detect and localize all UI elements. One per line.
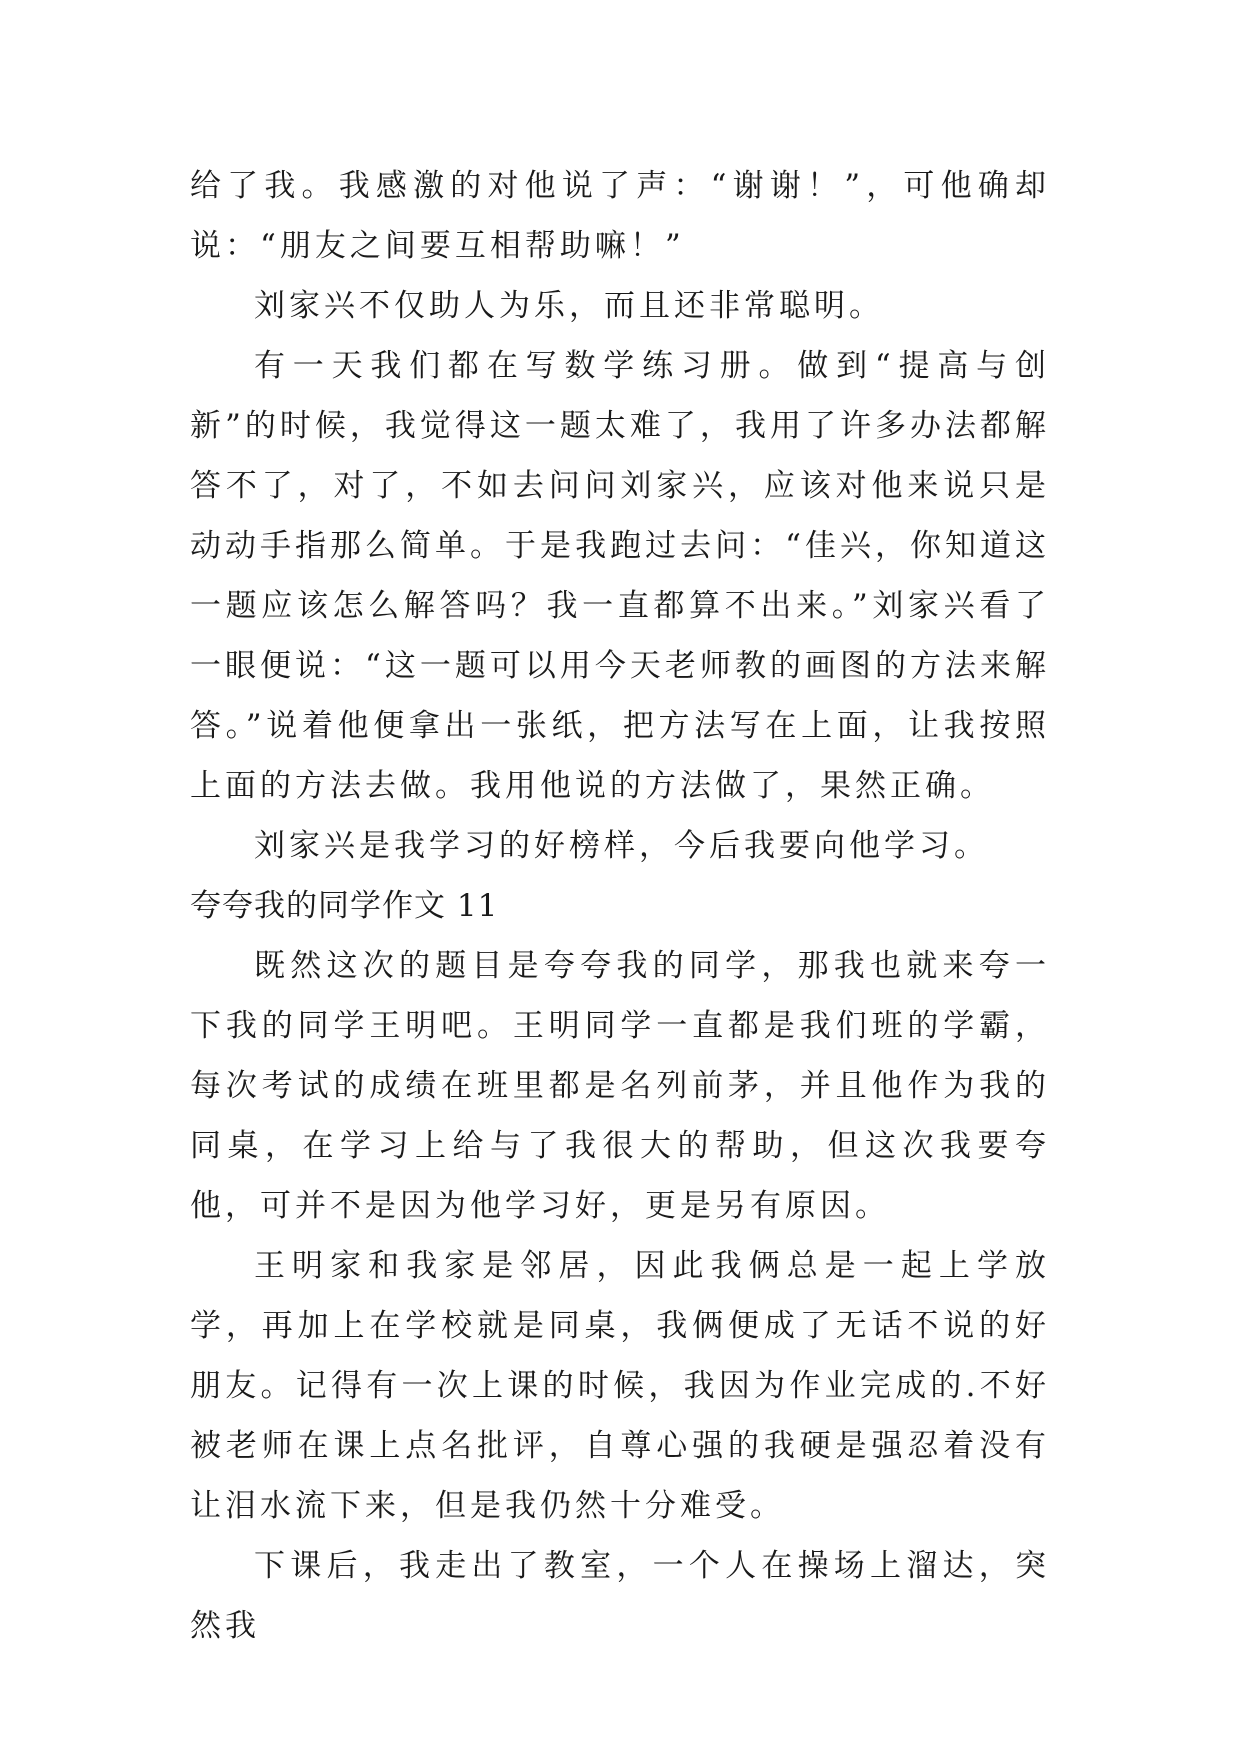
paragraph: 有一天我们都在写数学练习册。做到“提高与创新”的时候，我觉得这一题太难了，我用了许多办法都解答不了，对了，不如去问问刘家兴，应该对他来说只是动动手指那么简单。于是我跑过去问：“佳兴，你知道这一题应该怎么解答吗？我一直都算不出来。”刘家兴看了一眼便说：“这一题可以用今天老师教的画图的方法来解答。”说着他便拿出一张纸，把方法写在上面，让我按照上面的方法去做。我用他说的方法做了，果然正确。 xyxy=(190,348,1050,804)
paragraph: 刘家兴是我学习的好榜样，今后我要向他学习。 xyxy=(254,828,989,864)
paragraph: 刘家兴不仅助人为乐，而且还非常聪明。 xyxy=(254,288,884,324)
document-body xyxy=(190,156,1050,1656)
paragraph: 王明家和我家是邻居，因此我俩总是一起上学放学，再加上在学校就是同桌，我俩便成了无话不说的好朋友。记得有一次上课的时候，我因为作业完成的.不好被老师在课上点名批评，自尊心强的我硬是强忍着没有让泪水流下来，但是我仍然十分难受。 xyxy=(190,1248,1050,1524)
paragraph: 既然这次的题目是夸夸我的同学，那我也就来夸一下我的同学王明吧。王明同学一直都是我们班的学霸，每次考试的成绩在班里都是名列前茅，并且他作为我的同桌，在学习上给与了我很大的帮助，但这次我要夸他，可并不是因为他学习好，更是另有原因。 xyxy=(190,948,1050,1224)
paragraph: 给了我。我感激的对他说了声：“谢谢！”，可他确却说：“朋友之间要互相帮助嘛！” xyxy=(190,168,1050,264)
paragraph: 下课后，我走出了教室，一个人在操场上溜达，突然我 xyxy=(190,1548,1050,1644)
section-heading: 夸夸我的同学作文 11 xyxy=(190,888,499,924)
